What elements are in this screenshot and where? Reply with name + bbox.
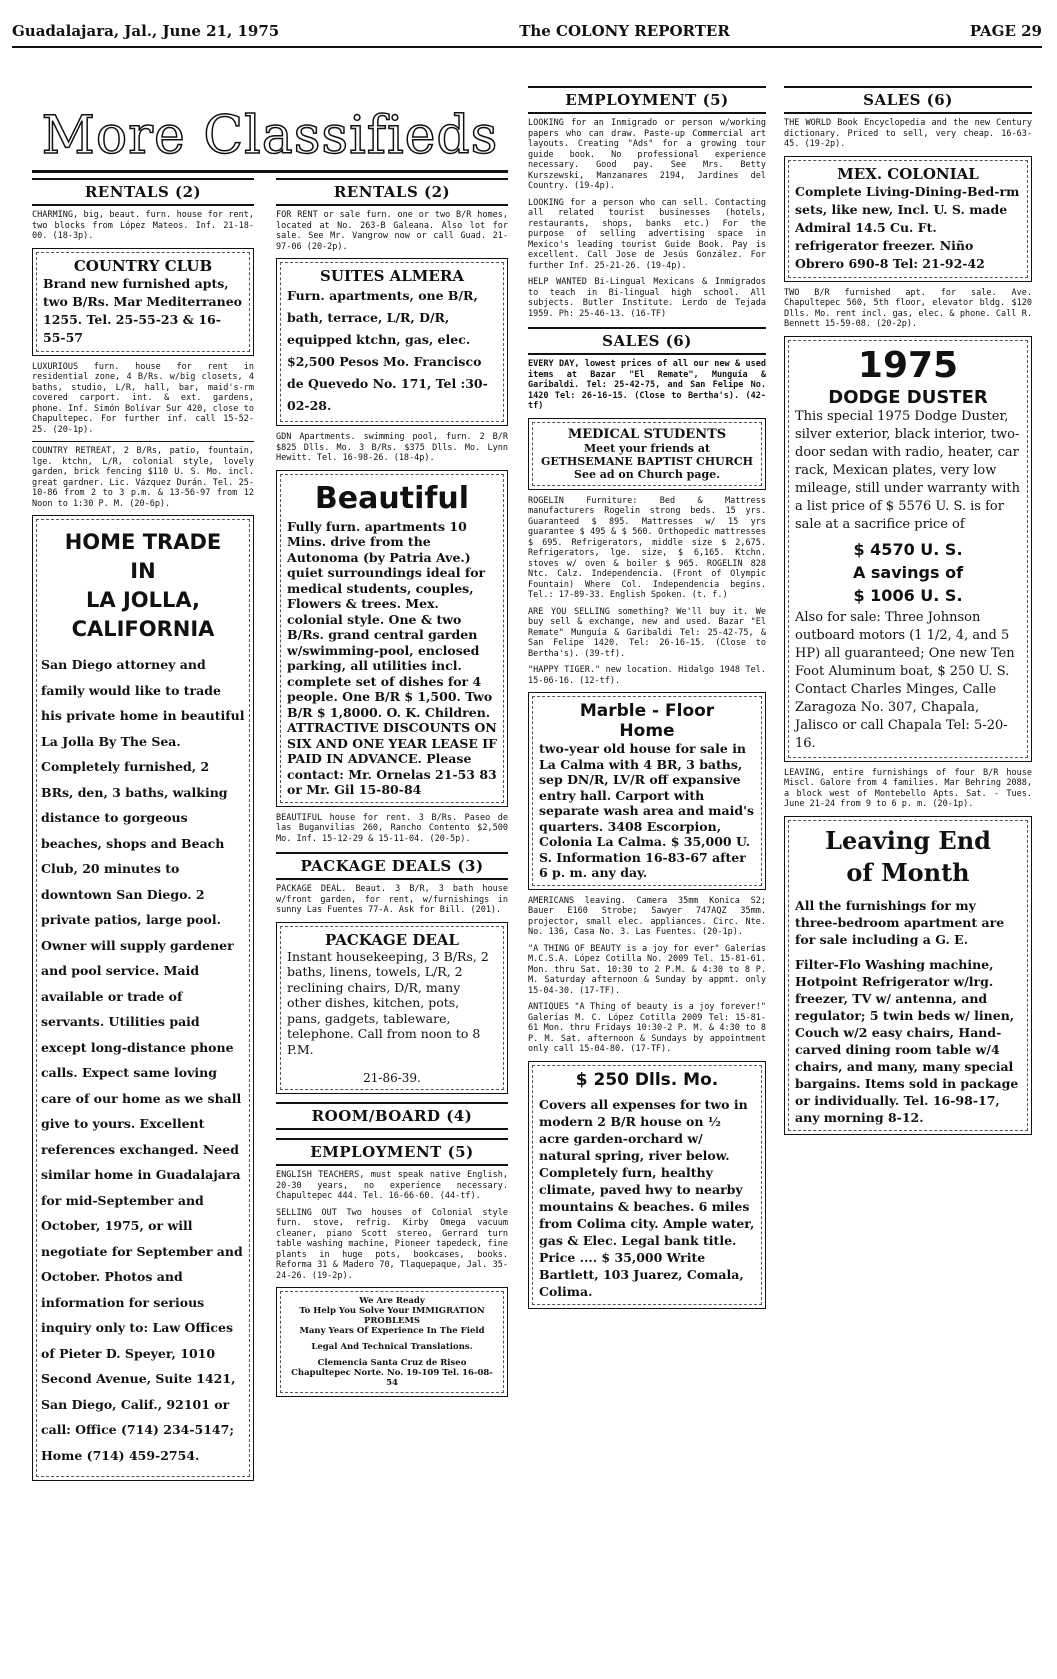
ad-help-wanted: HELP WANTED Bi-Lingual Mexicans & Inmigrados to teach in Bi-lingual high school. All subjects. Butler Institute. Lerdo de Tejada 1959. Ph: 25-46-13. (16-TF): [528, 277, 766, 319]
location-date: Guadalajara, Jal., June 21, 1975: [12, 22, 280, 40]
section-employment-2: EMPLOYMENT (5): [276, 1138, 508, 1166]
dodge-savings: A savings of: [852, 562, 964, 582]
beautiful-body: Fully furn. apartments 10 Mins. drive from the Autonoma (by Patria Ave.) quiet surroundings ideal for medical students, couples, Flowers & trees. Mex. colonial style. One & two B/Rs. grand central garden w/swimming-pool, enclosed parking, all utilities incl. complete set of dishes for 4 people. One B/R $ 1,500. Two B/R $ 1,8000. O. K. Children. ATTRACTIVE DISCOUNTS ON SIX AND ONE YEAR LEASE IF PAID IN ADVANCE. Please contact: Mr. Ornelas 21-53 83 or Mr. Gil 15-80-84: [287, 518, 497, 797]
mex-body: Complete Living-Dining-Bed-rm sets, like new, Incl. U. S. made Admiral 14.5 Cu. Ft. refrigerator freezer. Niño Obrero 690-8 Tel: 21-92-42: [795, 183, 1020, 271]
home-trade-title-4: CALIFORNIA: [71, 617, 215, 641]
banner-title: More Classifieds: [41, 106, 499, 166]
ad-gdn: GDN Apartments. swimming pool, furn. 2 B/R $825 Dlls. Mo. 3 B/Rs. $375 Dlls. Mo. Lynn Hewitt. Tel. 16-98-26. (18-4p).: [276, 432, 508, 463]
dodge-year: 1975: [857, 344, 959, 386]
ad-beautiful: [276, 470, 508, 807]
ad-beautiful-house: BEAUTIFUL house for rent. 3 B/Rs. Paseo de las Buganvilias 260, Rancho Contento $2,500 Mo. Inf. 15-12-29 & 15-11-04. (20-5p).: [276, 812, 508, 844]
section-employment-3: EMPLOYMENT (5): [528, 86, 766, 114]
suites-title: SUITES ALMERA: [320, 267, 464, 285]
ad-two-br: TWO B/R furnished apt. for sale. Ave. Chapultepec 560, 5th floor, elevator bldg. $120 Dlls. Mo. rent incl. gas, elec. & phone. Call R. Bennett 15-59-08. (20-2p).: [784, 287, 1032, 329]
leaving-body-1: All the furnishings for my three-bedroom apartment are for sale including a G. E.: [795, 897, 1005, 947]
ad-immigration: [276, 1287, 508, 1397]
leaving-body-2: Filter-Flo Washing machine, Hotpoint Refrigerator w/lrg. freezer, TV w/ antenna, and regulator; 5 twin beds w/ linen, Couch w/2 easy chairs, Hand-carved dining room table w/4 chairs, and many, many special bargains. Items sold in package or individually. Tel. 16-98-17, any morning 8-12.: [795, 956, 1019, 1125]
ad-250-dlls: [528, 1061, 766, 1309]
med-line-4: See ad on Church page.: [574, 467, 720, 481]
imm-line-3: Many Years Of Experience In The Field: [299, 1326, 485, 1336]
section-rentals-2: RENTALS (2): [276, 178, 508, 206]
newspaper-name: The COLONY REPORTER: [519, 22, 730, 40]
ad-thing-of-beauty: "A THING OF BEAUTY is a joy for ever" Galerías M.C.S.A. López Cotilla No. 2009 Tel. 15-81-61. Mon. thru Sat. 10:30 to 2 P.M. & 4:30 to 8 P. M. Saturday afternoon & Sunday by appmt. only 15-04-30. (17-TF).: [528, 943, 766, 996]
ad-mex-colonial: [784, 156, 1032, 282]
leaving-title-2: of Month: [846, 857, 970, 887]
country-club-body: Brand new furnished apts, two B/Rs. Mar Mediterraneo 1255. Tel. 25-55-23 & 16-55-57: [43, 275, 243, 345]
ad-antiques: ANTIQUES "A Thing of beauty is a joy forever!" Galerías M. C. López Cotilla 2009 Tel: 15-81-61 Mon. thru Fridays 10:30-2 P. M. & 4:30 to 8 P. M. Sat. afternoon & Sundays by appointment only call 15-04-80. (17-TF).: [528, 1002, 766, 1054]
home-trade-title-2: IN: [130, 559, 156, 583]
ad-country-retreat: COUNTRY RETREAT, 2 B/Rs, patio, fountain, lge. ktchn, L/R, colonial style, lovely garden, brick fencing $110 U. S. Mo. incl. great gardner. Lic. Vázquez Durán. Tel. 25-10-86 from 2 to 3 p.m. & 13-56-97 from 12 Noon to 1:30 P. M. (20-6p).: [32, 446, 254, 509]
ad-are-you-selling: ARE YOU SELLING something? We'll buy it. We buy sell & exchange, new and used. Bazar "El Remate" Munguía & Garibaldi Tel: 25-42-75, & San Felipe 1420. Tel: 26-16-15. (Close to Bertha's). (39-tf).: [528, 606, 766, 659]
imm-line-1: We Are Ready: [359, 1296, 425, 1306]
column-3: [528, 86, 766, 1315]
column-4: [784, 86, 1032, 1141]
ad-suites-almera: [276, 258, 508, 426]
ad-home-trade: [32, 515, 254, 1481]
med-title: MEDICAL STUDENTS: [567, 426, 727, 442]
marble-title-1: Marble - Floor: [579, 701, 715, 721]
home-trade-body: San Diego attorney and family would like to trade his private home in beautiful La Jolla By The Sea. Completely furnished, 2 BRs, den, 3 baths, walking distance to gorgeous beaches, shops and Beach Club, 20 minutes to downtown San Diego. 2 private patios, large pool. Owner will supply gardener and pool service. Maid available or trade of servants. Utilities paid except long-distance phone calls. Expect same loving care of our home as we shall give to yours. Excellent references exchanged. Need similar home in Guadalajara for mid-September and October, 1975, or will negotiate for September and October. Photos and information for serious inquiry only to: Law Offices of Pieter D. Speyer, 1010 Second Avenue, Suite 1421, San Diego, Calif., 92101 or call: Office (714) 234-5147; Home (714) 459-2754.: [41, 657, 245, 1463]
section-room-board: ROOM/BOARD (4): [276, 1102, 508, 1130]
ad-medical-students: [528, 418, 766, 490]
dodge-extra: Also for sale: Three Johnson outboard motors (1 1/2, 4, and 5 HP) all guaranteed; One new Ten Foot Aluminum boat, $ 250 U. S. Contact Charles Minges, Calle Zaragoza No. 307, Chapala, Jalisco or call Chapala Tel: 5-20-16.: [795, 609, 1015, 751]
med-line-2: Meet your friends at: [583, 441, 711, 455]
ad-english-teachers: ENGLISH TEACHERS, must speak native English, 20-30 years, no experience necessary. Chapultepec 444. Tel. 16-66-60. (44-tf).: [276, 1170, 508, 1201]
leaving-title-1: Leaving End: [825, 825, 991, 855]
dodge-body: This special 1975 Dodge Duster, silver exterior, black interior, two-door sedan with radio, heater, car rack, Mexican plates, very low mileage, still under warranty with a list price of $ 5576 U. S. is for sale at a sacrifice price of: [795, 408, 1020, 532]
ad-every-day: EVERY DAY, lowest prices of all our new & used items at Bazar "El Remate", Munguía & Garibaldi. Tel: 25-42-75, and San Felipe No. 1420 Tel: 26-16-15. (Close to Bertha's). (42-tf): [528, 359, 766, 411]
home-trade-title-1: HOME TRADE: [64, 530, 222, 554]
ad-country-club: [32, 248, 254, 356]
beautiful-title: Beautiful: [314, 480, 470, 516]
imm-line-4: Legal And Technical Translations.: [311, 1342, 473, 1352]
ad-looking-2: LOOKING for a person who can sell. Contacting all related tourist businesses (hotels, restaurants, shops, banks etc.) For the purpose of selling advertising space in Mexico's leading tourist Guide Book. Pay is excellent. Call Jose de Jesús González. For further Inf. 25-21-26. (19-4p).: [528, 197, 766, 271]
ad-package-deal: [276, 922, 508, 1095]
dodge-title: DODGE DUSTER: [828, 386, 988, 408]
ad-luxurious: LUXURIOUS furn. house for rent in residential zone, 4 B/Rs. w/big closets, 4 baths, studio, L/R, hall, bar, maid's-rm covered carport. int. & ext. gardens, phone. Inf. Simón Bolívar Sur 420, close to Chapultepec. For further inf. call 15-52-25. (20-1p).: [32, 361, 254, 435]
marble-title-2: Home: [619, 721, 675, 741]
ad-for-rent: FOR RENT or sale furn. one or two B/R homes, located at No. 263-B Galeana. Also lot for sale. See Mr. Vangrow now or call Guad. 21-97-06 (20-2p).: [276, 210, 508, 252]
package-title: PACKAGE DEAL: [325, 930, 459, 949]
ad-dodge-duster: [784, 336, 1032, 762]
section-sales-4: SALES (6): [784, 86, 1032, 114]
imm-line-2: To Help You Solve Your IMMIGRATION PROBLEMS: [299, 1306, 485, 1326]
price-title: $ 250 Dlls. Mo.: [575, 1069, 719, 1090]
price-body: Covers all expenses for two in modern 2 B/R house on ½ acre garden-orchard w/ natural spring, river below. Completely furn, healthy climate, paved hwy to nearby mountains & beaches. 6 miles from Colima city. Ample water, gas & Elec. Legal bank title. Price .... $ 35,000 Write Bartlett, 103 Juarez, Comala, Colima.: [539, 1096, 755, 1299]
home-trade-title-3: LA JOLLA,: [86, 588, 200, 612]
ad-rogelin: ROGELIN Furniture: Bed & Mattress manufacturers Rogelin strong beds. 15 yrs. Guaranteed $ 895. Mattresses w/ 15 yrs guarantee $ 495 & $ 560. Orthopedic mattresses $ 695. Refrigerators, middle size $ 2,675. Refrigerators, lge. size, $ 6,165. Ktchn. stoves w/ oven & boiler $ 965. ROGELIN 828 Ntc. Calz. Independencia. (Front of Olympic Fountain) Where Col. Independencia begins. Tel.: 17-89-33. English Spoken. (t. f.): [528, 495, 766, 600]
country-club-title: COUNTRY CLUB: [73, 256, 213, 275]
marble-body: two-year old house for sale in La Calma with 4 BR, 3 baths, sep DN/R, LV/R off expansive entry hall. Carport with separate wash area and maid's quarters. 3408 Escorpion, Colonia La Calma. $ 35,000 U. S. Information 16-83-67 after 6 p. m. any day.: [539, 741, 754, 880]
dodge-save-amount: $ 1006 U. S.: [853, 585, 963, 605]
ad-americans: AMERICANS leaving. Camera 35mm Konica S2; Bauer E160 Strobe; Sawyer 747AQZ 35mm. projector, small elec. appliances. Circ. Nte. No. 136, Casa No. 3. Las Fuentes. (20-1p).: [528, 895, 766, 937]
package-phone: 21-86-39.: [363, 1071, 421, 1085]
package-body: Instant housekeeping, 3 B/Rs, 2 baths, linens, towels, L/R, 2 reclining chairs, D/R, many other dishes, kitchen, pots, pans, gadgets, tableware, telephone. Call from noon to 8 P.M.: [287, 948, 489, 1057]
imm-line-5: Clemencia Santa Cruz de Riseo Chapultepec Norte. No. 19-109 Tel. 16-08-54: [291, 1358, 493, 1388]
mex-title: MEX. COLONIAL: [837, 164, 979, 183]
suites-body: Furn. apartments, one B/R, bath, terrace, L/R, D/R, equipped ktchn, gas, elec. $2,500 Pesos Mo. Francisco de Quevedo No. 171, Tel :30-02-28.: [287, 288, 488, 413]
ad-selling-out: SELLING OUT Two houses of Colonial style furn. stove, refrig. Kirby Omega vacuum cleaner, piano Scott stereo, Gerrard turn table washing machine, Pioneer tapedeck, fine plants in huge pots, bookcases, books. Reforma 31 & Madero 70, Tlaquepaque, Jal. 35-24-26. (19-2p).: [276, 1207, 508, 1281]
ad-charming: CHARMING, big, beaut. furn. house for rent, two blocks from López Mateos. Inf. 21-18-00. (18-3p).: [32, 210, 254, 241]
dodge-price: $ 4570 U. S.: [853, 539, 963, 559]
section-package-deals: PACKAGE DEALS (3): [276, 852, 508, 880]
ad-world-book: THE WORLD Book Encyclopedia and the new Century dictionary. Priced to sell, very cheap. 16-63-45. (19-2p).: [784, 118, 1032, 149]
ad-leaving-end-of-month: [784, 816, 1032, 1135]
med-line-3: GETHSEMANE BAPTIST CHURCH: [540, 454, 754, 468]
page-header: [12, 22, 1042, 48]
ad-marble-floor: [528, 692, 766, 890]
ad-package-deal-small: PACKAGE DEAL. Beaut. 3 B/R, 3 bath house w/front garden, for rent, w/furnishings in sunny Las Fuentes 77-A. Ask for Bill. (201).: [276, 884, 508, 915]
ad-looking-1: LOOKING for an Inmigrado or person w/working papers who can draw. Paste-up Commercial art layouts. Creating "Ads" for a growing tour guide book. No professional experience necessary. Good pay. See Mrs. Betty Kurszewski, Manzanares 2194, Jardines del Country. (19-4p).: [528, 118, 766, 191]
section-rentals-1: RENTALS (2): [32, 178, 254, 206]
ad-happy-tiger: "HAPPY TIGER." new location. Hidalgo 1948 Tel. 15-06-16. (12-tf).: [528, 665, 766, 686]
section-sales-3: SALES (6): [528, 327, 766, 355]
page-number: PAGE 29: [969, 22, 1042, 40]
divider: [32, 441, 254, 442]
column-1: [32, 108, 254, 1487]
ad-leaving: LEAVING, entire furnishings of four B/R house Miscl. Galore from 4 families. Mar Behring 2088, a block west of Montebello Apts. Sat. - Tues. June 21-24 from 9 to 6 p. m. (20-1p).: [784, 767, 1032, 809]
column-2: [276, 170, 508, 1403]
